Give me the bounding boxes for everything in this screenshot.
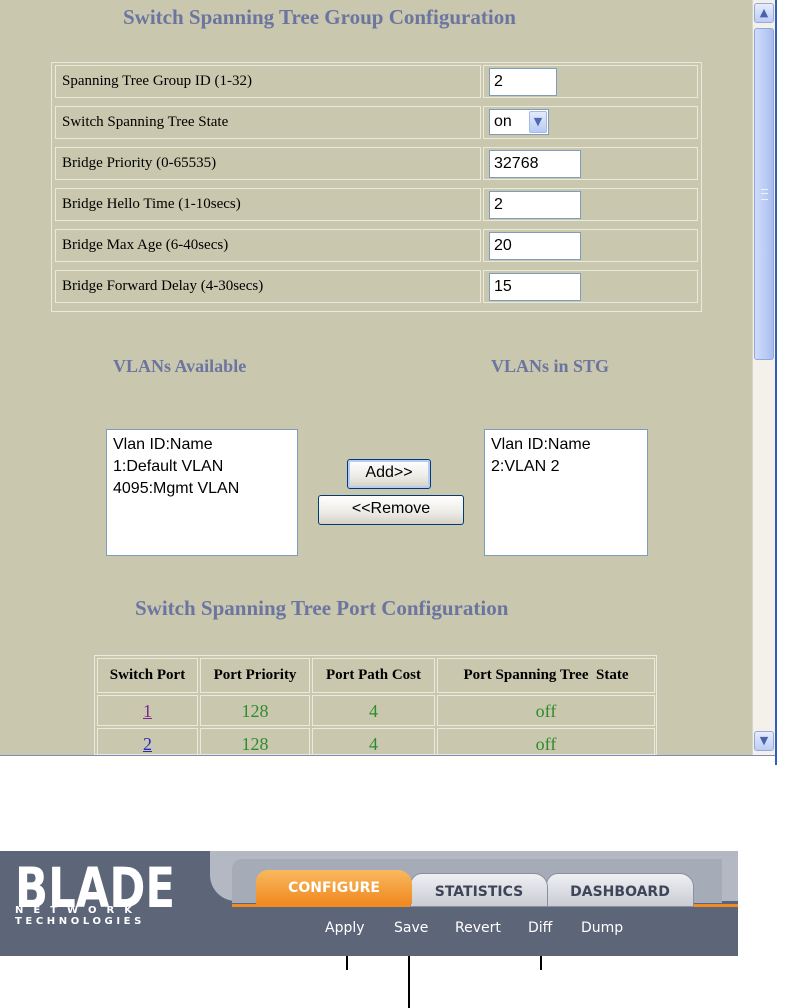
table-cell: off — [437, 728, 655, 755]
stp-state-cell — [483, 106, 698, 139]
remove-vlan-button[interactable]: <<Remove — [318, 495, 464, 525]
config-row-hello-time — [52, 186, 701, 223]
stg-config-table — [51, 62, 702, 312]
list-item[interactable]: 4095:Mgmt VLAN — [113, 480, 240, 497]
bridge-priority-input[interactable]: 32768 — [489, 150, 581, 178]
vlans-available-title: VLANs Available — [113, 356, 247, 376]
save-button[interactable]: Save — [394, 920, 429, 936]
port-link-2[interactable]: 2 — [97, 728, 198, 755]
scrollbar-thumb[interactable] — [754, 28, 774, 360]
diff-button[interactable]: Diff — [528, 920, 553, 936]
list-item[interactable]: 2:VLAN 2 — [491, 458, 560, 475]
column-header: Port Path Cost — [312, 658, 435, 693]
apply-button[interactable]: Apply — [325, 920, 365, 936]
hello-time-label: Bridge Hello Time (1-10secs) — [55, 188, 481, 221]
port-config-title: Switch Spanning Tree Port Configuration — [135, 596, 509, 620]
table-cell: 128 — [200, 695, 310, 726]
grip-icon — [761, 189, 768, 200]
group-id-cell — [483, 65, 698, 98]
list-item[interactable]: Vlan ID:Name — [491, 436, 591, 453]
config-row-forward-delay — [52, 268, 701, 305]
config-row-max-age — [52, 227, 701, 264]
config-row-group-id — [52, 63, 701, 100]
max-age-input[interactable]: 20 — [489, 232, 581, 260]
bridge-priority-cell — [483, 147, 698, 180]
config-row-bridge-priority — [52, 145, 701, 182]
list-item[interactable]: Vlan ID:Name — [113, 436, 213, 453]
forward-delay-label: Bridge Forward Delay (4-30secs) — [55, 270, 481, 303]
tab-statistics[interactable]: STATISTICS — [410, 873, 548, 907]
stp-state-label: Switch Spanning Tree State — [55, 106, 481, 139]
table-cell: 4 — [312, 695, 435, 726]
vlans-in-stg-title: VLANs in STG — [491, 356, 610, 376]
diff-callout-line — [540, 956, 542, 970]
frame-border — [775, 0, 777, 765]
forward-delay-cell — [483, 270, 698, 303]
revert-button[interactable]: Revert — [455, 920, 501, 936]
save-callout-line — [408, 956, 410, 1008]
logo-main-text: BLADE — [15, 861, 175, 911]
scroll-up-icon[interactable]: ▲ — [754, 3, 774, 23]
group-id-label: Spanning Tree Group ID (1-32) — [55, 65, 481, 98]
column-header: Port Priority — [200, 658, 310, 693]
hello-time-input[interactable]: 2 — [489, 191, 581, 219]
apply-callout-line — [346, 956, 348, 970]
max-age-cell — [483, 229, 698, 262]
column-header: Port Spanning Tree State — [437, 658, 655, 693]
tab-dashboard[interactable]: DASHBOARD — [546, 873, 694, 907]
tab-configure[interactable]: CONFIGURE — [256, 870, 412, 904]
stp-state-select[interactable] — [489, 109, 549, 135]
logo-subtext — [15, 905, 175, 945]
table-cell: 128 — [200, 728, 310, 755]
frame-border — [0, 755, 777, 766]
chevron-down-icon[interactable]: ▼ — [529, 111, 547, 133]
blade-logo — [15, 861, 179, 911]
table-cell: 4 — [312, 728, 435, 755]
scroll-down-icon[interactable]: ▼ — [754, 731, 774, 751]
forward-delay-input[interactable]: 15 — [489, 273, 581, 301]
page-title: Switch Spanning Tree Group Configuration — [123, 5, 516, 29]
vlans-in-stg-list[interactable] — [484, 429, 648, 556]
port-link-1[interactable]: 1 — [97, 695, 198, 726]
vertical-scrollbar[interactable] — [752, 0, 775, 755]
dump-button[interactable]: Dump — [581, 920, 624, 936]
column-header: Switch Port — [97, 658, 198, 693]
vlans-available-list[interactable] — [106, 429, 298, 556]
hello-time-cell — [483, 188, 698, 221]
table-cell: off — [437, 695, 655, 726]
logo-network: NETWORK — [15, 905, 143, 916]
group-id-input[interactable]: 2 — [489, 68, 557, 96]
max-age-label: Bridge Max Age (6-40secs) — [55, 229, 481, 262]
add-vlan-button[interactable]: Add>> — [347, 459, 431, 489]
port-config-table — [94, 655, 657, 755]
bridge-priority-label: Bridge Priority (0-65535) — [55, 147, 481, 180]
config-row-stp-state — [52, 104, 701, 141]
list-item[interactable]: 1:Default VLAN — [113, 458, 224, 475]
logo-technologies: TECHNOLOGIES — [15, 916, 145, 927]
stp-state-value: on — [494, 113, 512, 130]
